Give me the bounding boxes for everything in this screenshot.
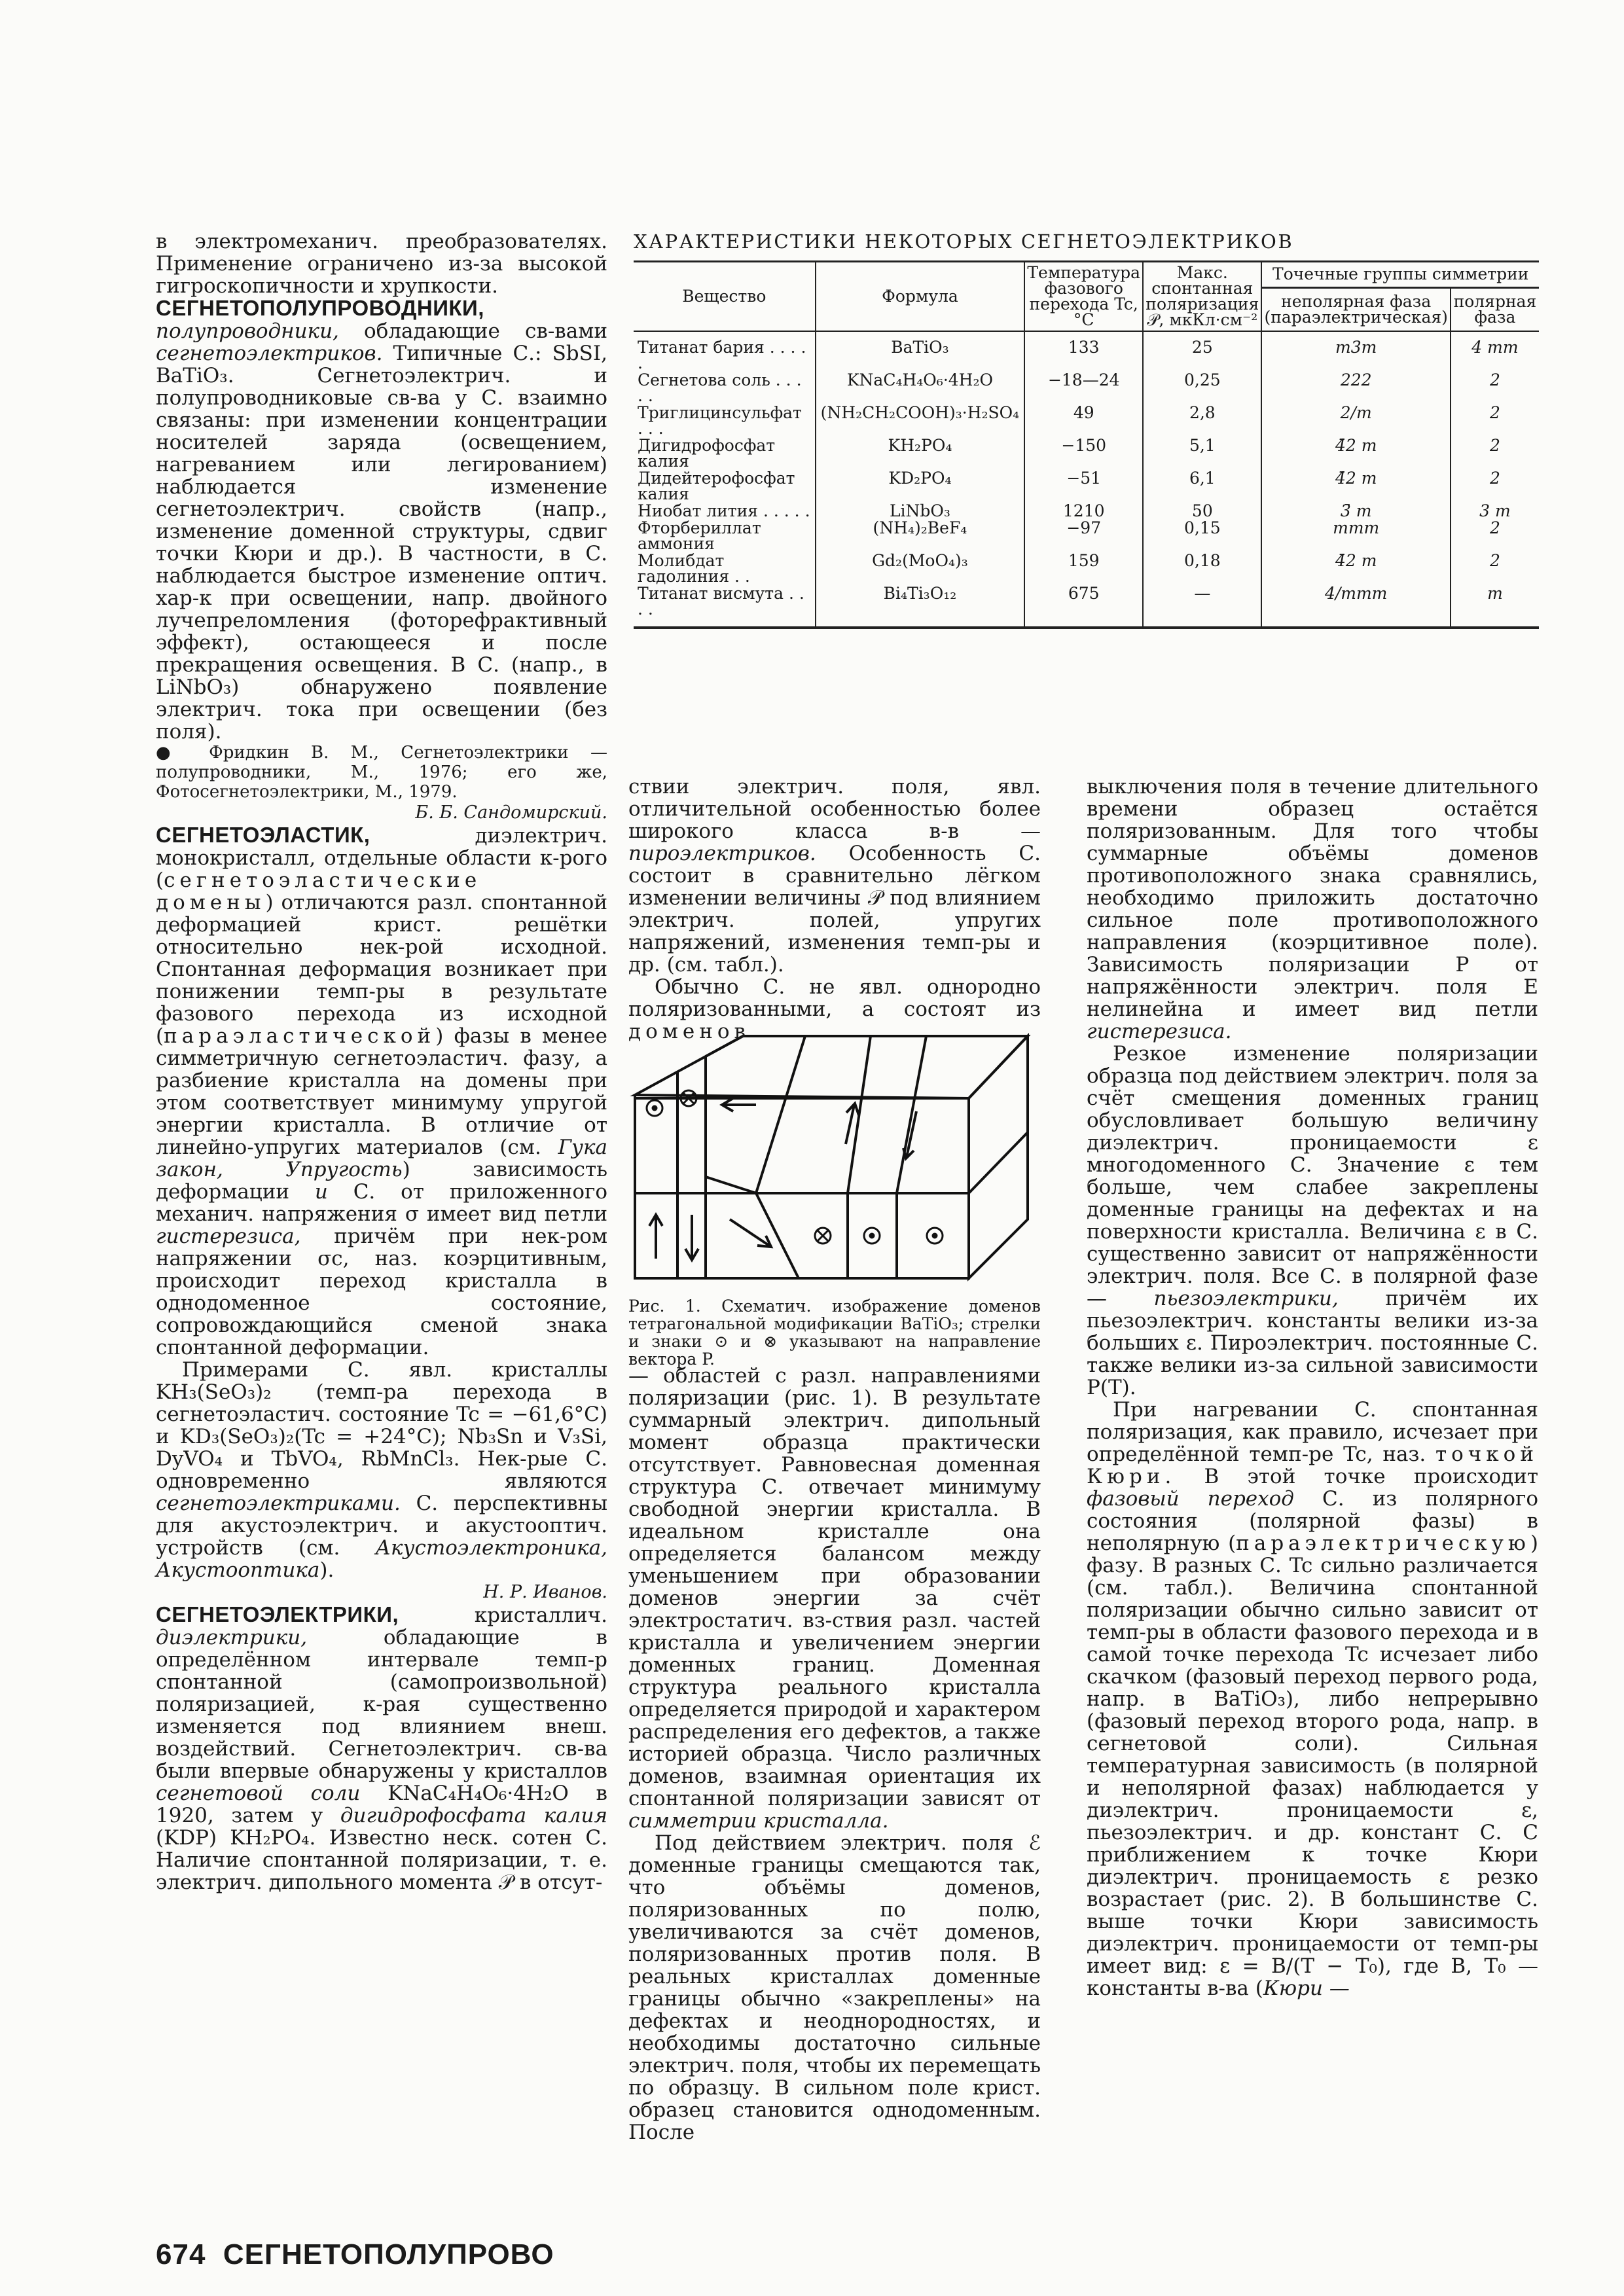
crystal-front-face [635, 1098, 969, 1278]
table-cell-pp: 2 [1451, 552, 1539, 585]
paragraph: ствии электрич. поля, явл. отличительной особенностью более широкого класса в-в — пироэлектриков. Особенность С. состоит в сравнительно лёгком изменении величины 𝒫 под влиянием электрич. полей, упругих напряжений, изменения темп-ры и др. (см. табл.). [628, 775, 1041, 977]
entry-headword: СЕГНЕТОЭЛАСТИК, [156, 823, 370, 847]
page-number: 674 [156, 2238, 206, 2270]
table-cell-formula: LiNbO₃ [816, 503, 1025, 520]
table-cell-np: mmm [1261, 520, 1450, 552]
column-2-top [628, 776, 1041, 1043]
paragraph: Резкое изменение поляризации образца под действием электрич. поля за счёт смещения доменных границ обусловливает большую величину диэлектрич. проницаемости ε многодоменного С. Значение ε тем больше, чем слабее закреплены доменные границы на дефектах и на поверхности кристалла. Величина ε в С. существенно зависит от напряжённости электрич. поля. Все С. в полярной фазе — пьезоэлектрики, причём их пьезоэлектрич. константы велики из-за больших ε. Пироэлектрич. постоянные С. также велики из-за сильной зависимости P(T). [1087, 1042, 1538, 1399]
table-cell-p: 0,18 [1143, 552, 1261, 585]
table-cell-tc: 133 [1024, 331, 1143, 372]
table-cell-formula: (NH₂CH₂COOH)₃·H₂SO₄ [816, 404, 1025, 437]
table-cell-pp: 2 [1451, 404, 1539, 437]
table-cell-pp: 2 [1451, 470, 1539, 503]
table-cell-name: Титанат висмута . . . . [634, 585, 816, 628]
cross-ref-link[interactable]: полупроводники, [156, 319, 339, 343]
cross-ref-link[interactable]: сегнетовой соли [156, 1782, 361, 1805]
paragraph: При нагревании С. спонтанная поляризация, как правило, исчезает при определённой темп-ре Tc, наз. точкой Кюри. В этой точке происходит фазовый переход С. из полярного состояния (полярной фазы) в неполярную (параэлектрическую) фазу. В разных С. Tc сильно различается (см. табл.). Величина спонтанной поляризации обычно сильно зависит от темп-ры в области фазового перехода и в самой точке перехода Tc исчезает либо скачком (фазовый переход первого рода, напр. в BaTiO₃), либо непрерывно (фазовый переход второго рода, напр. в сегнетовой соли). Сильная температурная зависимость (в полярной и неполярной фазах) наблюдается у диэлектрич. проницаемости ε, пьезоэлектрич. и др. констант С. С приближением к точке Кюри диэлектрич. проницаемость ε резко возрастает (рис. 2). В большинстве С. выше точки Кюри зависимость диэлектрич. проницаемости от темп-ры имеет вид: ε = B/(T − T₀), где B, T₀ — константы в-ва (Кюри — [1087, 1398, 1539, 2000]
table-cell-formula: Bi₄Ti₃O₁₂ [816, 585, 1025, 628]
table-row [634, 503, 1539, 520]
paragraph: в электромеханич. преобразователях. Применение ограничено из-за высокой гигроскопичности и хрупкости. [156, 230, 607, 298]
table-cell-formula: Gd₂(MoO₄)₃ [816, 552, 1025, 585]
crystal-top-face [635, 1036, 1028, 1098]
table-cell-pp: 3 m [1451, 503, 1539, 520]
domain-structure-figure [628, 1033, 1033, 1288]
table-cell-name: Дигидрофосфат калия [634, 437, 816, 470]
table-cell-formula: KD₂PO₄ [816, 470, 1025, 503]
table-row [634, 470, 1539, 503]
cross-ref-link[interactable]: гистерезиса. [1087, 1020, 1232, 1043]
table-cell-np: 4̄2 m [1261, 552, 1450, 585]
table-cell-p: 25 [1143, 331, 1261, 372]
table-row [634, 331, 1539, 372]
cross-ref-link[interactable]: пироэлектриков. [628, 842, 816, 865]
table-cell-name: Ниобат лития . . . . . [634, 503, 816, 520]
column-2-bottom [628, 1365, 1041, 2144]
table-cell-pp: 4 mm [1451, 331, 1539, 372]
crystal-side-face [969, 1036, 1028, 1278]
table-cell-formula: KH₂PO₄ [816, 437, 1025, 470]
column-3 [1087, 776, 1538, 2000]
cross-ref-link[interactable]: гистерезиса, [156, 1225, 301, 1248]
table-cell-pp: 2 [1451, 520, 1539, 552]
author: Б. Б. Сандомирский. [415, 802, 607, 823]
column-header: Точечные группы симметрии [1261, 262, 1539, 288]
table-cell-name: Молибдат гадолиния . . [634, 552, 816, 585]
table-cell-name: Фторбериллат аммония [634, 520, 816, 552]
table-cell-np: 2/m [1261, 404, 1450, 437]
page-footer [156, 2238, 554, 2271]
table-cell-name: Триглицинсульфат . . . [634, 404, 816, 437]
table-cell-formula: (NH₄)₂BeF₄ [816, 520, 1025, 552]
column-1 [156, 230, 607, 1893]
paragraph: Обычно С. не явл. однородно поляризованными, а состоят из доменов [628, 975, 1041, 1043]
entry-headword: СЕГНЕТОЭЛЕКТРИКИ, [156, 1602, 399, 1626]
table-cell-name: Дидейтерофосфат калия [634, 470, 816, 503]
table-row [634, 437, 1539, 470]
table-cell-tc: 1210 [1024, 503, 1143, 520]
cross-ref-link[interactable]: диэлектрики, [156, 1626, 308, 1649]
table-row [634, 552, 1539, 585]
paragraph: Примерами С. явл. кристаллы KH₃(SeO₃)₂ (темп-ра перехода в сегнетоэластич. состояние Tc = −61,6°С) и KD₃(SeO₃)₂(Tc = +24°С); Nb₃Sn и V₃Si, DyVO₄ и TbVO₄, RbMnCl₃. Нек-рые С. одновременно являются сегнетоэлектриками. С. перспективны для акустоэлектрич. и акустооптич. устройств (см. Акустоэлектроника, Акустооптика). [156, 1358, 607, 1582]
paragraph: Под действием электрич. поля ℰ доменные границы смещаются так, что объёмы доменов, поляризованных по полю, увеличиваются за счёт доменов, поляризованных против поля. В реальных кристаллах доменные границы обычно «закреплены» на дефектах и неоднородностях, и необходимы достаточно сильные электрич. поля, чтобы их перемещать по образцу. В сильном поле крист. образец становится однодоменным. После [628, 1831, 1041, 2144]
column-header: неполярная фаза (параэлектрическая) [1261, 287, 1450, 331]
column-header: полярная фаза [1451, 287, 1539, 331]
cross-ref-link[interactable]: фазовый переход [1087, 1487, 1294, 1511]
cross-ref-link[interactable]: симметрии кристалла. [628, 1809, 889, 1833]
column-header: Вещество [634, 262, 816, 332]
table-cell-np: 222 [1261, 372, 1450, 404]
table-row [634, 372, 1539, 404]
table-row [634, 404, 1539, 437]
cross-ref-link[interactable]: сегнетоэлектриками. [156, 1492, 401, 1515]
table-cell-np: 3̄ m [1261, 503, 1450, 520]
cross-ref-link[interactable]: пьезоэлектрики, [1153, 1287, 1339, 1310]
figure-caption: Рис. 1. Схематич. изображение доменов тетрагональной модификации BaTiO₃; стрелки и знаки ⊙ и ⊗ указывают на направление вектора P. [628, 1297, 1041, 1369]
column-header: Макс. спонтанная поляризация 𝒫, мкКл·см⁻² [1143, 262, 1261, 332]
author: Н. Р. Иванов. [483, 1582, 607, 1602]
ferroelectrics-table [634, 260, 1539, 629]
table-cell-p: 2,8 [1143, 404, 1261, 437]
column-header: Формула [816, 262, 1025, 332]
table-cell-p: 50 [1143, 503, 1261, 520]
running-head: СЕГНЕТОПОЛУПРОВО [223, 2238, 554, 2270]
table-cell-np: 4̄2 m [1261, 437, 1450, 470]
paragraph: — областей с разл. направлениями поляризации (рис. 1). В результате суммарный электрич. дипольный момент образца практически отсутствует. Равновесная доменная структура С. отвечает минимуму свободной энергии кристалла. В идеальном кристалле она определяется балансом между уменьшением при образовании доменов энергии за счёт электростатич. вз-ствия разл. частей кристалла и увеличением энергии доменных границ. Доменная структура реального кристалла определяется природой и характером распределения его дефектов, а также историей образца. Число различных доменов, взаимная ориентация их спонтанной поляризации зависят от симметрии кристалла. [628, 1364, 1041, 1833]
table-cell-formula: BaTiO₃ [816, 331, 1025, 372]
table-cell-tc: −51 [1024, 470, 1143, 503]
cross-ref-link[interactable]: дигидрофосфата калия [340, 1804, 607, 1827]
table-cell-np: 4̄2 m [1261, 470, 1450, 503]
table-cell-np: m3m [1261, 331, 1450, 372]
table-cell-tc: 675 [1024, 585, 1143, 628]
table-cell-pp: m [1451, 585, 1539, 628]
entry-headword: СЕГНЕТОПОЛУПРОВОДНИКИ, [156, 296, 484, 320]
entry-segnetoelektriki: СЕГНЕТОЭЛЕКТРИКИ, кристаллич. диэлектрики, обладающие в определённом интервале темп-р спонтанной (самопроизвольной) поляризацией, к-рая существенно изменяется под влиянием внеш. воздействий. Сегнетоэлектрич. св-ва были впервые обнаружены у кристаллов сегнетовой соли KNaC₄H₄O₆·4H₂O в 1920, затем у дигидрофосфата калия (KDP) KH₂PO₄. Известно неск. сотен С. Наличие спонтанной поляризации, т. е. электрич. дипольного момента 𝒫 в отсут- [156, 1602, 608, 1894]
column-header: Температура фазового перехода Tc, °C [1024, 262, 1143, 332]
cross-ref-link[interactable]: Кюри — [1263, 1977, 1350, 2000]
entry-segnetoelastik: СЕГНЕТОЭЛАСТИК, диэлектрич. монокристалл, отдельные области к-рого (сегнетоэластические домены) отличаются разл. спонтанной деформацией крист. решётки относительно нек-рой исходной. Спонтанная деформация возникает при понижении темп-ры в результате фазового перехода из исходной (параэластической) фазы в менее симметричную сегнетоэластич. фазу, а разбиение кристалла на домены при этом соответствует минимуму упругой энергии кристалла. В отличие от линейно-упругих материалов (см. Гука закон, Упругость) зависимость деформации u С. от приложенного механич. напряжения σ имеет вид петли гистерезиса, причём при нек-ром напряжении σc, наз. коэрцитивным, происходит переход кристалла в однодоменное состояние, сопровождающийся сменой знака спонтанной деформации. [156, 823, 607, 1359]
cross-ref-link[interactable]: Акустоэлектроника, Акустооптика [156, 1536, 607, 1582]
table-cell-p: 0,15 [1143, 520, 1261, 552]
table-cell-name: Титанат бария . . . . . [634, 331, 816, 372]
table-cell-tc: −18—24 [1024, 372, 1143, 404]
table-cell-p: 0,25 [1143, 372, 1261, 404]
table-cell-p: 5,1 [1143, 437, 1261, 470]
table-cell-pp: 2 [1451, 437, 1539, 470]
table-cell-name: Сегнетова соль . . . . . [634, 372, 816, 404]
table-title: ХАРАКТЕРИСТИКИ НЕКОТОРЫХ СЕГНЕТОЭЛЕКТРИКОВ [634, 230, 1294, 253]
table-row [634, 520, 1539, 552]
cross-ref-link[interactable]: Гука закон, Упругость [156, 1136, 607, 1181]
table-cell-tc: 159 [1024, 552, 1143, 585]
entry-segnetopoluprovodniki: СЕГНЕТОПОЛУПРОВОДНИКИ, полупроводники, обладающие св-вами сегнетоэлектриков. Типичные С.: SbSI, BaTiO₃. Сегнетоэлектрич. и полупроводниковые св-ва у С. взаимно связаны: при изменении концентрации носителей заряда (освещением, нагреванием или легированием) наблюдается изменение сегнетоэлектрич. свойств (напр., изменение доменной структуры, сдвиг точки Кюри и др.). В частности, в С. наблюдается быстрое изменение оптич. хар-к при освещении, напр. двойного лучепреломления (фоторефрактивный эффект), остающееся и после прекращения освещения. В С. (напр., в LiNbO₃) обнаружено появление электрич. тока при освещении (без поля). [156, 296, 607, 744]
table-cell-p: — [1143, 585, 1261, 628]
table-cell-np: 4/mmm [1261, 585, 1450, 628]
paragraph: выключения поля в течение длительного времени образец остаётся поляризованным. Для того чтобы суммарные объёмы доменов противоположного знака сравнялись, необходимо приложить достаточно сильное поле противоположного направления (коэрцитивное поле). Зависимость поляризации P от напряжённости электрич. поля E нелинейна и имеет вид петли гистерезиса. [1087, 775, 1538, 1043]
table-cell-p: 6,1 [1143, 470, 1261, 503]
table-cell-formula: KNaC₄H₄O₆·4H₂O [816, 372, 1025, 404]
table-cell-tc: −97 [1024, 520, 1143, 552]
table-cell-tc: 49 [1024, 404, 1143, 437]
table-cell-pp: 2 [1451, 372, 1539, 404]
table-row [634, 585, 1539, 628]
reference: ● Фридкин В. М., Сегнетоэлектрики — полупроводники, М., 1976; его же, Фотосегнетоэлектрики, М., 1979. [156, 743, 607, 802]
table-cell-tc: −150 [1024, 437, 1143, 470]
cross-ref-link[interactable]: сегнетоэлектриков. [156, 342, 383, 365]
